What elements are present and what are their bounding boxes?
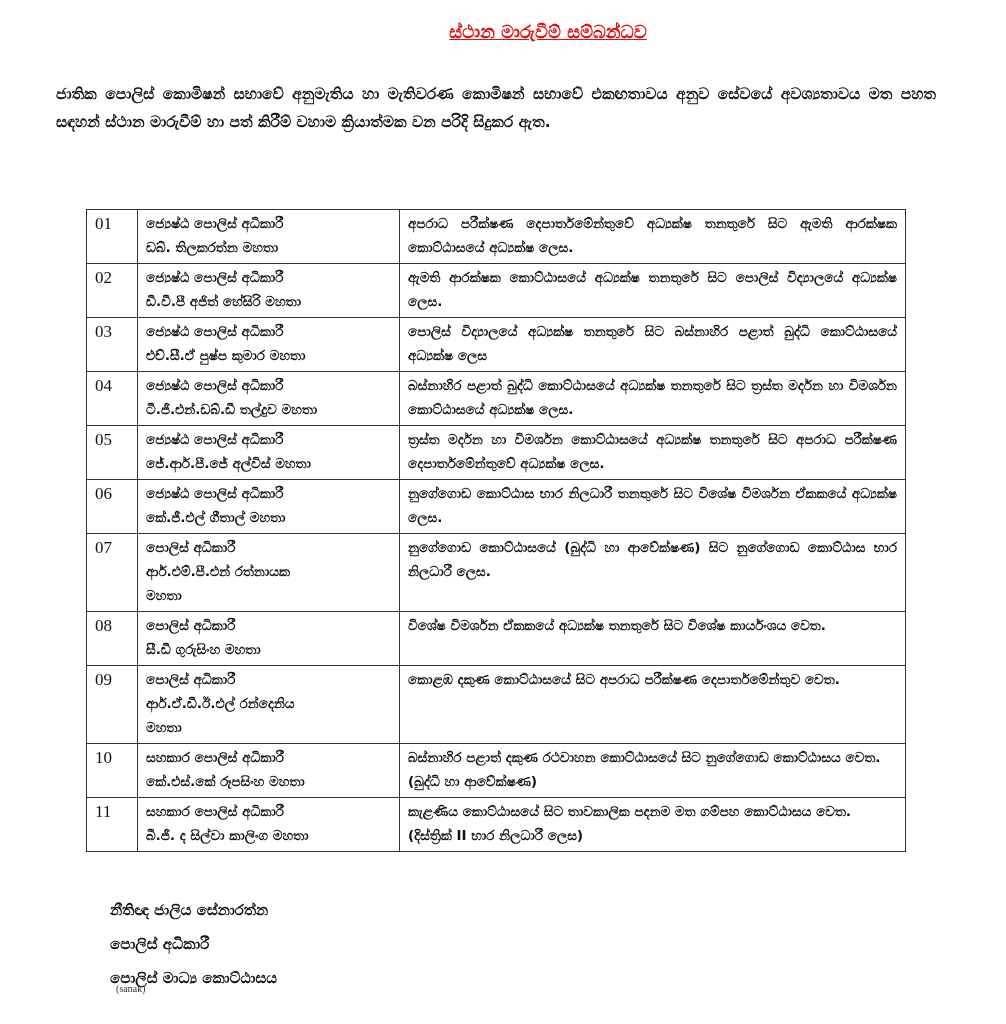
- officer-name: මහතා: [146, 720, 182, 736]
- row-number: 01: [87, 210, 138, 264]
- table-row: [87, 612, 906, 666]
- row-number: 11: [87, 798, 138, 852]
- officer-rank: පොලිස් අධිකාරී: [146, 672, 236, 688]
- officer-rank: සහකාර පොලිස් අධිකාරී: [146, 750, 284, 766]
- row-number: 05: [87, 426, 138, 480]
- officer-cell: [138, 612, 400, 666]
- officer-name: කේ.එස්.කේ රූපසිංහ මහතා: [146, 774, 305, 790]
- officer-rank: සහකාර පොලිස් අධිකාරී: [146, 804, 284, 820]
- row-number: 07: [87, 534, 138, 612]
- row-number: 04: [87, 372, 138, 426]
- transfer-details: ඇමති ආරක්ෂක කොට්ඨාසයේ අධ්‍යක්ෂ තනතුරේ සිට පොලිස් විද්‍යාලයේ අධ්‍යක්ෂ ලෙස.: [408, 270, 897, 310]
- row-number: 03: [87, 318, 138, 372]
- transfer-details: පොලිස් විද්‍යාලයේ අධ්‍යක්ෂ තනතුරේ සිට බස්නාහිර පළාත් බුද්ධි කොට්ඨාසයේ අධ්‍යක්ෂ ලෙස: [408, 324, 897, 364]
- signature-rank: පොලිස් අධිකාරී: [110, 935, 210, 953]
- signature-division: පොලිස් මාධ්‍ය කොට්ඨාසය: [110, 969, 278, 987]
- officer-name: මහතා: [146, 588, 182, 604]
- table-row: [87, 372, 906, 426]
- transfer-details-cell: [400, 318, 906, 372]
- officer-name: ආර්.ඒ.ඩී.ඊ.එල් රන්දෙනිය: [146, 696, 295, 712]
- officer-name: එච්.සී.ඒ පුෂ්ප කුමාර මහතා: [146, 348, 306, 364]
- officer-name: ආර්.එම්.පී.එන් රත්නායක: [146, 564, 290, 580]
- transfer-details-cell: [400, 372, 906, 426]
- table-row: [87, 798, 906, 852]
- transfer-details-cell: [400, 798, 906, 852]
- transfer-details: බස්නාහිර පළාත් බුද්ධි කොට්ඨාසයේ අධ්‍යක්ෂ තනතුරේ සිට ත්‍රස්ත මර්දන හා විමර්ශන කොට්ඨාසයේ අධ්‍යක්ෂ ලෙස.: [408, 378, 897, 418]
- officer-rank: ජ්‍යෙෂ්ඨ පොලිස් අධිකාරී: [146, 486, 284, 502]
- page-title-text: ස්ථාන මාරුවීම් සම්බන්ධව: [449, 22, 647, 43]
- officer-rank: පොලිස් අධිකාරී: [146, 540, 236, 556]
- transfer-details: බස්නාහිර පළාත් දකුණ රථවාහන කොට්ඨාසයේ සිට නුගේගොඩ කොට්ඨාසය වෙත.: [408, 750, 881, 766]
- transfer-details-cell: [400, 534, 906, 612]
- officer-cell: [138, 372, 400, 426]
- officer-name: ඩී.වී.පී අජිත් හේසිරි මහතා: [146, 294, 302, 310]
- transfer-details-cell: [400, 264, 906, 318]
- transfer-table-body: [87, 210, 906, 852]
- intro-paragraph: ජාතික පොලිස් කොමිෂන් සභාවේ අනුමැතිය හා මැතිවරණ කොමිෂන් සභාවේ එකඟතාවය අනුව සේවයේ අවශ්‍යතාවය මත පහත සඳහන් ස්ථාන මාරුවීම් හා පත් කිරීම් වහාම ක්‍රියාත්මක වන පරිදි සිදුකර ඇත.: [56, 85, 936, 131]
- transfer-details: ත්‍රස්ත මර්දන හා විමර්ශන කොට්ඨාසයේ අධ්‍යක්ෂ තනතුරේ සිට අපරාධ පරීක්ෂණ දෙපාර්තමේන්තුවේ අධ්‍යක්ෂ ලෙස.: [408, 432, 897, 472]
- table-row: [87, 210, 906, 264]
- transfer-details-cell: [400, 666, 906, 744]
- signature-block: [110, 893, 277, 995]
- table-row: [87, 534, 906, 612]
- officer-cell: [138, 264, 400, 318]
- transfer-details-cell: [400, 210, 906, 264]
- page-title: [0, 22, 1006, 43]
- officer-cell: [138, 666, 400, 744]
- table-row: [87, 480, 906, 534]
- transfer-details-cell: [400, 426, 906, 480]
- officer-name: ටී.ජී.එන්.ඩබ්.ඩී තල්දුව මහතා: [146, 402, 318, 418]
- officer-cell: [138, 210, 400, 264]
- officer-rank: ජ්‍යෙෂ්ඨ පොලිස් අධිකාරී: [146, 216, 284, 232]
- officer-cell: [138, 480, 400, 534]
- signature-name: නීතිඥ ජාලිය සේනාරත්න: [110, 901, 269, 919]
- officer-name: ඩබ්. තිලකරත්න මහතා: [146, 240, 279, 256]
- officer-name: සී.ඩී ගුරුසිංහ මහතා: [146, 642, 261, 658]
- row-number: 08: [87, 612, 138, 666]
- row-number: 10: [87, 744, 138, 798]
- transfer-details: කැළණිය කොට්ඨාසයේ සිට තාවකාලික පදනම මත ගම්පහ කොට්ඨාසය වෙත.: [408, 804, 852, 820]
- officer-rank: ජ්‍යෙෂ්ඨ පොලිස් අධිකාරී: [146, 270, 284, 286]
- row-number: 09: [87, 666, 138, 744]
- transfer-details: විශේෂ විමර්ශන ඒකකයේ අධ්‍යක්ෂ තනතුරේ සිට විශේෂ කාර්යංශය වෙත.: [408, 618, 826, 634]
- transfer-details: නුගේගොඩ කොට්ඨාස භාර නිලධාරී තනතුරේ සිට විශේෂ විමර්ශන ඒකකයේ අධ්‍යක්ෂ ලෙස.: [408, 486, 897, 526]
- transfer-note: (දිස්ත්‍රික් II භාර නිලධාරී ලෙස): [408, 828, 584, 844]
- table-row: [87, 318, 906, 372]
- officer-name: බී.ජී. ද සිල්වා කාලිංග මහතා: [146, 828, 309, 844]
- transfer-details: නුගේගොඩ කොට්ඨාසයේ (බුද්ධි හා ආවේක්ෂණ) සිට නුගේගොඩ කොට්ඨාස භාර නිලධාරී ලෙස.: [408, 540, 897, 580]
- officer-name: ජේ.ආර්.පී.ජේ අල්විස් මහතා: [146, 456, 311, 472]
- officer-cell: [138, 318, 400, 372]
- table-row: [87, 666, 906, 744]
- officer-name: කේ.ජී.එල් ගීතාල් මහතා: [146, 510, 286, 526]
- officer-rank: ජ්‍යෙෂ්ඨ පොලිස් අධිකාරී: [146, 324, 284, 340]
- transfer-note: (බුද්ධි හා ආවේක්ෂණ): [408, 774, 538, 790]
- transfer-details: කොළඹ දකුණ කොට්ඨාසයේ සිට අපරාධ පරීක්ෂණ දෙපාර්තමේන්තුව වෙත.: [408, 672, 840, 688]
- table-row: [87, 426, 906, 480]
- officer-rank: ජ්‍යෙෂ්ඨ පොලිස් අධිකාරී: [146, 378, 284, 394]
- officer-rank: ජ්‍යෙෂ්ඨ පොලිස් අධිකාරී: [146, 432, 284, 448]
- table-row: [87, 744, 906, 798]
- officer-cell: [138, 744, 400, 798]
- table-row: [87, 264, 906, 318]
- officer-cell: [138, 534, 400, 612]
- officer-rank: පොලිස් අධිකාරී: [146, 618, 236, 634]
- officer-cell: [138, 426, 400, 480]
- transfer-table: [86, 209, 906, 852]
- officer-cell: [138, 798, 400, 852]
- transfer-details-cell: [400, 612, 906, 666]
- row-number: 06: [87, 480, 138, 534]
- transfer-details-cell: [400, 480, 906, 534]
- row-number: 02: [87, 264, 138, 318]
- transfer-details-cell: [400, 744, 906, 798]
- transfer-details: අපරාධ පරීක්ෂණ දෙපාර්තමේන්තුවේ අධ්‍යක්ෂ තනතුරේ සිට ඇමති ආරක්ෂක කොට්ඨාසයේ අධ්‍යක්ෂ ලෙස.: [408, 216, 897, 256]
- author-mark: (sanak): [116, 984, 146, 995]
